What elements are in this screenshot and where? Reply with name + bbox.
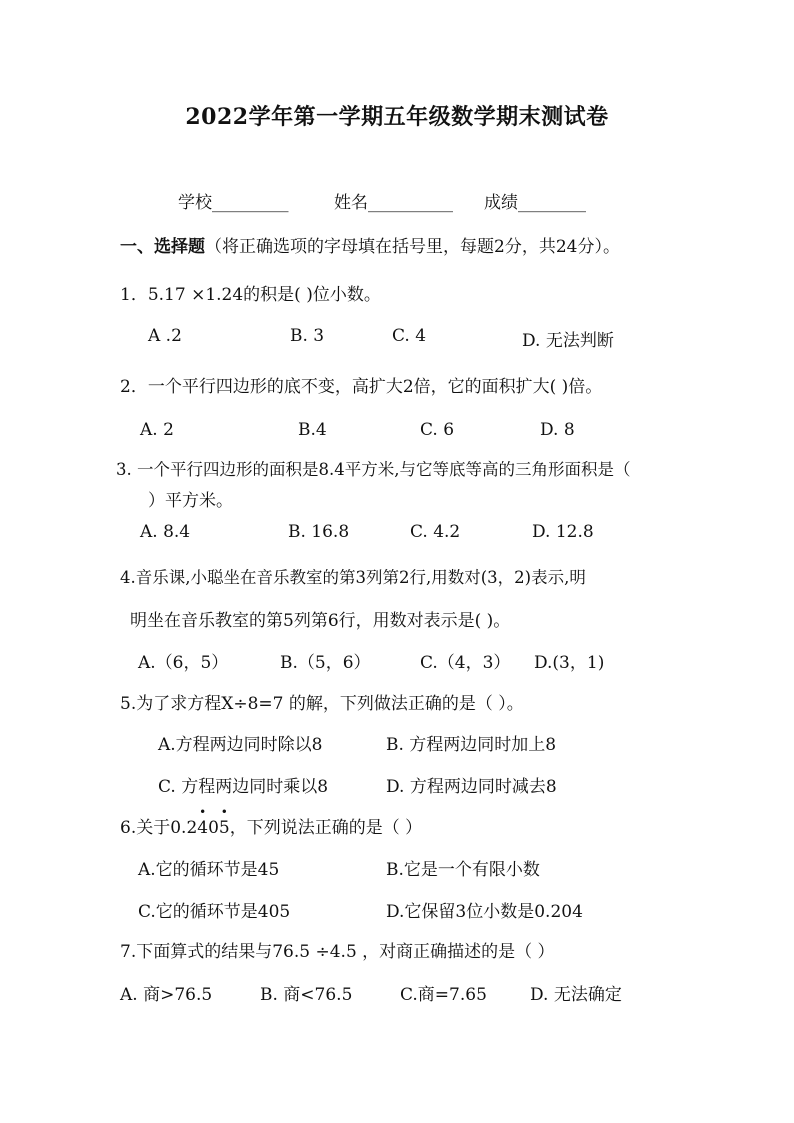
q6-option-a: A.它的循环节是45	[138, 860, 280, 880]
q6-option-c: C.它的循环节是405	[138, 902, 291, 922]
q2-option-c: C. 6	[420, 420, 455, 440]
question-4-line-1: 4.音乐课,小聪坐在音乐教室的第3列第2行,用数对(3，2)表示,明	[120, 568, 586, 587]
page-title: 2022学年第一学期五年级数学期末测试卷	[185, 104, 609, 130]
q6-option-d: D.它保留3位小数是0.204	[386, 902, 583, 922]
q5-option-c: C. 方程两边同时乘以8	[158, 777, 329, 797]
q5-option-d: D. 方程两边同时减去8	[386, 777, 557, 797]
q4-option-c: C.（4，3）	[420, 653, 511, 673]
q7-option-d: D. 无法确定	[530, 985, 622, 1005]
q1-option-c: C. 4	[392, 326, 427, 346]
q3-option-c: C. 4.2	[410, 522, 461, 542]
q6-text-suffix: ，下列说法正确的是（ ）	[229, 818, 423, 838]
q7-option-c: C.商=7.65	[400, 985, 487, 1005]
repeating-digit-end: • 5	[219, 818, 230, 838]
q2-option-b: B.4	[298, 420, 327, 440]
section-title: 一、选择题	[120, 237, 205, 257]
question-3-line-2: ）平方米。	[148, 491, 233, 511]
q4-option-b: B.（5，6）	[280, 653, 371, 673]
q7-option-b: B. 商<76.5	[260, 985, 353, 1005]
question-4-line-2: 明坐在音乐教室的第5列第6行，用数对表示是( )。	[130, 611, 511, 631]
q4-option-a: A.（6，5）	[138, 653, 229, 673]
question-7: 7.下面算式的结果与76.5 ÷4.5 ，对商正确描述的是（ ）	[120, 942, 555, 962]
q1-option-a: A .2	[148, 326, 182, 346]
q5-option-a: A.方程两边同时除以8	[158, 735, 323, 755]
q3-option-d: D. 12.8	[532, 522, 594, 542]
q6-text-prefix: 6.关于0.2	[120, 818, 198, 838]
question-2: 2．一个平行四边形的底不变，高扩大2倍，它的面积扩大( )倍。	[120, 377, 603, 397]
repeating-digit-start: • 4	[197, 818, 208, 838]
q2-option-d: D. 8	[540, 420, 575, 440]
question-5: 5.为了求方程X÷8=7 的解，下列做法正确的是（ ）。	[120, 694, 524, 714]
question-3-line-1: 3. 一个平行四边形的面积是8.4平方米,与它等底等高的三角形面积是（	[116, 460, 631, 479]
section-heading	[120, 232, 620, 257]
q6-digit-middle: 0	[208, 818, 219, 838]
q4-option-d: D.(3，1)	[534, 653, 605, 673]
score-field[interactable]: 成绩________	[484, 193, 586, 213]
section-instructions: （将正确选项的字母填在括号里，每题2分，共24分）。	[205, 237, 620, 257]
school-field[interactable]: 学校_________	[178, 193, 289, 213]
q7-option-a: A. 商>76.5	[120, 985, 213, 1005]
q1-option-d: D. 无法判断	[522, 331, 614, 351]
q6-option-b: B.它是一个有限小数	[386, 860, 540, 880]
question-1: 1．5.17 ×1.24的积是( )位小数。	[120, 285, 381, 305]
q2-option-a: A. 2	[140, 420, 174, 440]
question-6	[120, 813, 422, 838]
q3-option-b: B. 16.8	[288, 522, 350, 542]
q5-option-b: B. 方程两边同时加上8	[386, 735, 557, 755]
q3-option-a: A. 8.4	[140, 522, 191, 542]
q1-option-b: B. 3	[290, 326, 325, 346]
name-field[interactable]: 姓名__________	[334, 193, 453, 213]
